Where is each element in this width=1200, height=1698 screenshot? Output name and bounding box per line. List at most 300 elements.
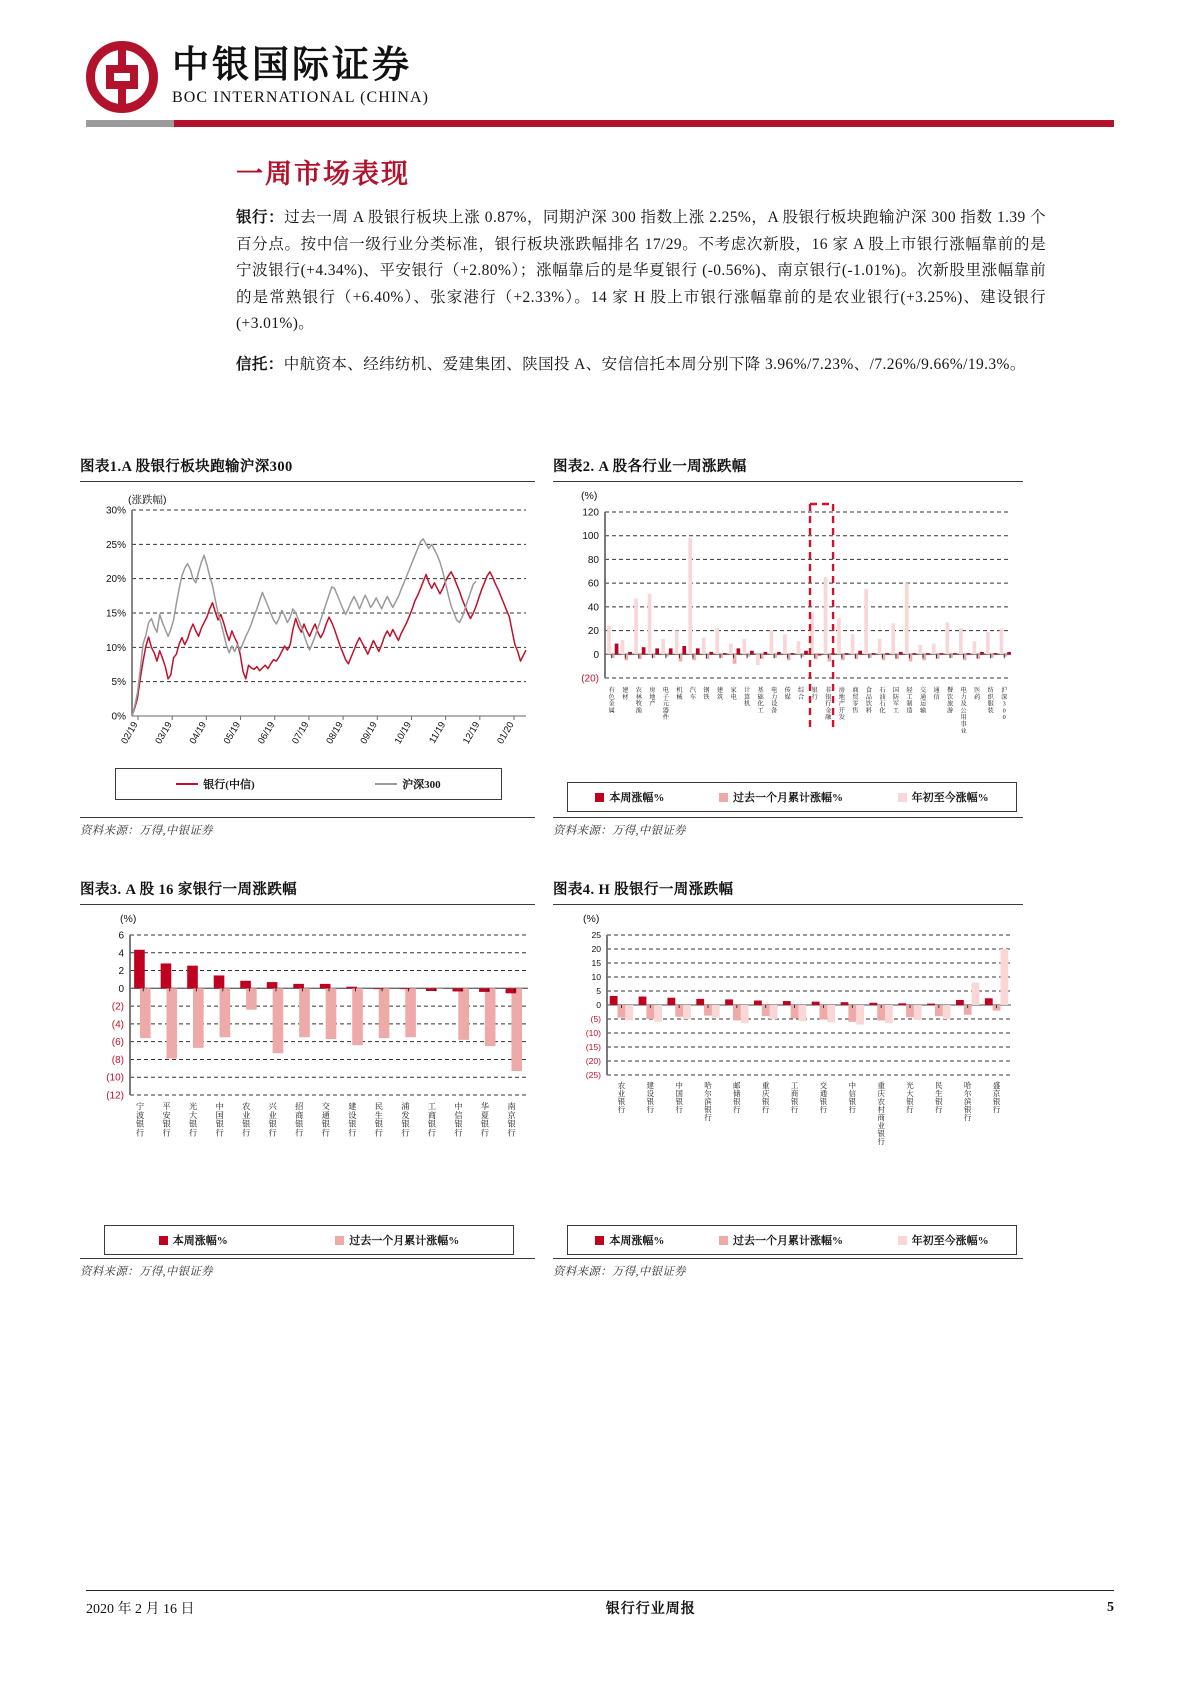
- svg-text:120: 120: [582, 507, 599, 519]
- svg-text:行: 行: [348, 1128, 357, 1138]
- exhibit-1-title: 图表1.A 股银行板块跑输沪深300: [80, 459, 293, 475]
- svg-text:地: 地: [838, 693, 845, 701]
- exhibit-2: [553, 455, 1023, 838]
- svg-text:滨: 滨: [964, 1097, 972, 1106]
- svg-text:装: 装: [987, 707, 994, 715]
- svg-text:医: 医: [974, 687, 981, 694]
- svg-text:工: 工: [757, 707, 764, 715]
- svg-text:电: 电: [662, 687, 669, 694]
- svg-text:品: 品: [865, 693, 872, 701]
- svg-text:电: 电: [771, 687, 778, 694]
- chart4-legend: [567, 1225, 1017, 1255]
- svg-text:通: 通: [919, 693, 927, 701]
- svg-text:输: 输: [919, 707, 927, 715]
- page-footer: [86, 1598, 1114, 1618]
- svg-text:元: 元: [662, 700, 669, 708]
- svg-text:05/19: 05/19: [221, 720, 244, 747]
- svg-text:5%: 5%: [111, 677, 126, 689]
- svg-text:器: 器: [662, 707, 669, 715]
- svg-text:行: 行: [480, 1128, 490, 1138]
- exhibit-3-chart: [80, 905, 535, 1253]
- svg-text:波: 波: [135, 1110, 145, 1120]
- svg-text:银: 银: [992, 1097, 1001, 1106]
- exhibit-2-chart: [553, 482, 1023, 812]
- footer-date: 2020 年 2 月 16 日: [86, 1602, 195, 1617]
- exhibit-3: [80, 878, 535, 1279]
- svg-text:邮: 邮: [733, 1081, 741, 1090]
- chart4-legend-item-1: [719, 1232, 843, 1248]
- chart2-legend-label-2: 年初至今涨幅%: [911, 792, 989, 804]
- svg-text:旅: 旅: [947, 700, 954, 708]
- svg-text:发: 发: [838, 714, 845, 722]
- svg-text:20: 20: [591, 944, 601, 954]
- svg-text:银: 银: [704, 1105, 712, 1114]
- chart2-legend-item-1: [719, 789, 843, 805]
- svg-text:重: 重: [762, 1081, 770, 1090]
- paragraph-bank-label: 银行：: [236, 209, 285, 226]
- svg-text:用: 用: [960, 714, 967, 722]
- chart1-legend-label-0: 银行(中信): [203, 779, 255, 791]
- svg-text:建: 建: [348, 1102, 357, 1111]
- svg-text:20%: 20%: [105, 574, 126, 586]
- svg-text:行: 行: [454, 1128, 463, 1138]
- svg-text:银: 银: [825, 693, 832, 701]
- svg-text:设: 设: [646, 1089, 654, 1098]
- svg-text:15: 15: [591, 958, 601, 968]
- svg-text:60: 60: [587, 578, 599, 590]
- body-content: [236, 205, 1046, 392]
- svg-text:行: 行: [135, 1128, 145, 1138]
- svg-text:备: 备: [771, 707, 778, 715]
- svg-text:设: 设: [771, 700, 778, 708]
- svg-text:轻: 轻: [906, 687, 913, 694]
- svg-text:工: 工: [892, 707, 900, 715]
- svg-text:开: 开: [838, 707, 845, 715]
- svg-text:媒: 媒: [784, 693, 791, 701]
- svg-text:07/19: 07/19: [290, 720, 312, 747]
- svg-text:信: 信: [454, 1110, 463, 1120]
- svg-text:产: 产: [838, 700, 845, 708]
- svg-text:04/19: 04/19: [187, 720, 209, 747]
- svg-text:工: 工: [906, 693, 913, 701]
- svg-text:行: 行: [617, 1105, 626, 1114]
- svg-text:平: 平: [162, 1102, 171, 1111]
- exhibit-1-source: 资料来源：万得,中银证券: [80, 817, 535, 838]
- svg-text:(2): (2): [111, 1001, 124, 1013]
- svg-text:制: 制: [906, 700, 913, 708]
- svg-text:零: 零: [852, 700, 859, 708]
- svg-text:0: 0: [1002, 714, 1006, 722]
- svg-text:0: 0: [118, 983, 124, 995]
- svg-text:商: 商: [852, 687, 859, 694]
- svg-text:0: 0: [1002, 707, 1006, 715]
- svg-text:盛: 盛: [992, 1081, 1001, 1090]
- svg-text:80: 80: [587, 554, 599, 566]
- svg-text:建: 建: [716, 687, 724, 694]
- chart1-legend: [115, 768, 502, 800]
- svg-text:力: 力: [960, 693, 967, 701]
- svg-text:滨: 滨: [704, 1097, 712, 1106]
- svg-text:牧: 牧: [635, 700, 642, 708]
- svg-text:筑: 筑: [716, 693, 724, 701]
- svg-text:3: 3: [1002, 700, 1006, 708]
- svg-text:交: 交: [321, 1102, 330, 1111]
- svg-text:银: 银: [762, 1097, 770, 1106]
- svg-text:造: 造: [906, 707, 913, 715]
- footer-doc-title: 银行行业周报: [605, 1602, 696, 1617]
- svg-text:纺: 纺: [987, 687, 994, 694]
- svg-text:业: 业: [617, 1089, 626, 1098]
- section-title: 一周市场表现: [236, 159, 410, 189]
- paragraph-bank-text: 过去一周 A 股银行板块上涨 0.87%，同期沪深 300 指数上涨 2.25%，A 股银行板块跑输沪深 300 指数 1.39 个百分点。按中信一级行业分类标准，银行板块涨跌幅排名 17/29。不考虑次新股，16 家 A 股上市银行涨幅靠前的是宁波银行(+4.34%)、平安银行（+2.80%）；涨幅靠后的是华夏银行 (-0.56%)、南京银行(-1.01%)。次新股里涨幅靠前的是常熟银行（+6.40%）、张家港行（+2.33%）。14 家 H 股上市银行涨幅靠前的是农业银行(+3.25%)、建设银行(+3.01%)。: [236, 209, 1047, 332]
- svg-text:银: 银: [268, 1119, 277, 1129]
- svg-text:行: 行: [675, 1105, 683, 1114]
- svg-text:0: 0: [596, 1000, 601, 1010]
- svg-text:饮: 饮: [947, 693, 954, 701]
- svg-text:村: 村: [877, 1105, 885, 1114]
- svg-text:(20): (20): [581, 673, 599, 685]
- svg-text:储: 储: [733, 1089, 741, 1098]
- svg-text:非: 非: [825, 687, 832, 694]
- exhibit-4: [553, 878, 1023, 1279]
- svg-text:料: 料: [865, 707, 872, 715]
- svg-text:0: 0: [593, 649, 599, 661]
- svg-text:有: 有: [608, 687, 615, 694]
- svg-text:防: 防: [892, 693, 900, 701]
- svg-text:车: 车: [689, 693, 697, 701]
- svg-text:银: 银: [733, 1097, 741, 1106]
- footer-page-number: 5: [1107, 1600, 1114, 1615]
- svg-text:餐: 餐: [947, 687, 954, 694]
- exhibit-2-source: 资料来源：万得,中银证券: [553, 817, 1023, 838]
- svg-text:02/19: 02/19: [119, 720, 141, 747]
- svg-text:行: 行: [268, 1128, 277, 1138]
- svg-text:国: 国: [215, 1110, 224, 1120]
- svg-text:银: 银: [135, 1119, 145, 1129]
- svg-text:行: 行: [935, 1105, 943, 1114]
- svg-text:深: 深: [1001, 693, 1008, 701]
- svg-text:发: 发: [401, 1110, 410, 1120]
- svg-text:计: 计: [744, 687, 751, 694]
- svg-text:材: 材: [622, 693, 629, 701]
- svg-text:银: 银: [877, 1129, 885, 1138]
- svg-text:30%: 30%: [105, 505, 126, 517]
- svg-text:行: 行: [189, 1128, 198, 1138]
- chart3-legend-item-1: [335, 1232, 459, 1248]
- svg-text:渔: 渔: [635, 707, 642, 715]
- svg-text:信: 信: [933, 693, 940, 701]
- svg-text:业: 业: [268, 1110, 277, 1120]
- svg-text:游: 游: [947, 707, 954, 715]
- svg-text:银: 银: [675, 1097, 683, 1106]
- svg-text:庆: 庆: [877, 1089, 885, 1098]
- exhibit-4-title: 图表4. H 股银行一周涨跌幅: [553, 882, 734, 898]
- chart4-legend-label-1: 过去一个月累计涨幅%: [732, 1235, 843, 1247]
- svg-text:行: 行: [215, 1128, 224, 1138]
- svg-text:军: 军: [892, 700, 900, 708]
- svg-text:饮: 饮: [865, 700, 872, 708]
- exhibit-1-chart: [80, 482, 535, 812]
- svg-text:银: 银: [401, 1119, 410, 1129]
- chart1-legend-item-0: [176, 776, 254, 792]
- svg-text:基: 基: [757, 687, 764, 694]
- svg-text:5: 5: [596, 986, 601, 996]
- svg-text:南: 南: [507, 1102, 516, 1111]
- chart2-legend-label-1: 过去一个月累计涨幅%: [732, 792, 843, 804]
- svg-text:行: 行: [646, 1105, 654, 1114]
- svg-text:传: 传: [784, 687, 791, 694]
- svg-text:中: 中: [454, 1102, 463, 1111]
- svg-text:贸: 贸: [852, 693, 859, 701]
- svg-text:业: 业: [242, 1110, 251, 1120]
- svg-text:房: 房: [838, 687, 845, 694]
- svg-text:件: 件: [662, 714, 669, 722]
- svg-text:银: 银: [348, 1119, 357, 1129]
- svg-text:银: 银: [935, 1097, 943, 1106]
- svg-text:行: 行: [877, 1137, 885, 1146]
- brand-name-en: BOC INTERNATIONAL (CHINA): [172, 89, 430, 107]
- svg-text:行: 行: [811, 693, 818, 701]
- svg-text:12/19: 12/19: [460, 720, 483, 747]
- svg-text:农: 农: [635, 687, 642, 694]
- chart4-legend-item-2: [898, 1232, 989, 1248]
- svg-text:银: 银: [454, 1119, 463, 1129]
- svg-text:家: 家: [730, 687, 737, 694]
- svg-text:(12): (12): [106, 1090, 124, 1102]
- svg-text:银: 银: [819, 1097, 828, 1106]
- chart2-unit-label: (%): [581, 490, 598, 502]
- svg-text:通: 通: [933, 687, 940, 694]
- svg-text:6: 6: [118, 930, 124, 942]
- exhibit-4-source: 资料来源：万得,中银证券: [553, 1258, 1023, 1279]
- svg-text:合: 合: [798, 693, 805, 701]
- paragraph-bank: [236, 205, 1046, 338]
- footer-rule: [86, 1590, 1114, 1591]
- svg-text:农: 农: [242, 1102, 251, 1111]
- svg-text:银: 银: [617, 1097, 626, 1106]
- svg-text:行: 行: [762, 1105, 770, 1114]
- svg-text:民: 民: [374, 1102, 383, 1111]
- svg-text:农: 农: [617, 1081, 626, 1090]
- svg-text:大: 大: [906, 1089, 914, 1098]
- svg-text:行: 行: [790, 1105, 799, 1114]
- chart2-legend: [567, 782, 1017, 812]
- svg-text:石: 石: [879, 700, 886, 708]
- svg-text:行: 行: [374, 1128, 383, 1138]
- svg-text:业: 业: [877, 1121, 885, 1130]
- paragraph-trust: [236, 352, 1046, 379]
- svg-text:银: 银: [790, 1097, 799, 1106]
- chart4-legend-label-0: 本周涨幅%: [609, 1235, 665, 1247]
- chart3-unit-label: (%): [120, 913, 137, 925]
- svg-text:行: 行: [507, 1128, 516, 1138]
- svg-text:行: 行: [819, 1105, 828, 1114]
- svg-text:电: 电: [960, 687, 967, 694]
- svg-text:4: 4: [118, 948, 124, 960]
- svg-text:京: 京: [507, 1110, 516, 1120]
- svg-text:2: 2: [118, 966, 124, 978]
- svg-text:机: 机: [744, 700, 751, 708]
- svg-text:行: 行: [992, 1105, 1001, 1114]
- svg-text:电: 电: [730, 693, 737, 701]
- svg-text:石: 石: [879, 687, 886, 694]
- svg-text:银: 银: [480, 1119, 490, 1129]
- brand-name-cn: 中银国际证券: [172, 44, 412, 86]
- svg-text:房: 房: [649, 687, 656, 694]
- svg-text:银: 银: [507, 1119, 516, 1129]
- svg-text:售: 售: [852, 707, 859, 715]
- svg-text:产: 产: [649, 700, 656, 708]
- svg-text:哈: 哈: [964, 1081, 972, 1090]
- svg-text:工: 工: [790, 1081, 799, 1090]
- chart3-legend: [104, 1225, 514, 1255]
- svg-text:40: 40: [587, 602, 599, 614]
- svg-text:银: 银: [848, 1097, 856, 1106]
- exhibit-1: [80, 455, 535, 838]
- svg-text:(20): (20): [585, 1056, 601, 1066]
- svg-text:生: 生: [935, 1089, 943, 1098]
- svg-text:光: 光: [189, 1102, 198, 1111]
- svg-text:100: 100: [582, 531, 599, 543]
- svg-text:械: 械: [676, 693, 683, 701]
- svg-text:民: 民: [935, 1081, 943, 1090]
- svg-text:机: 机: [676, 687, 683, 694]
- svg-text:(10): (10): [585, 1028, 601, 1038]
- svg-text:10: 10: [591, 972, 601, 982]
- svg-text:林: 林: [635, 693, 642, 701]
- svg-text:行: 行: [825, 700, 832, 708]
- svg-text:建: 建: [646, 1081, 654, 1090]
- svg-text:0%: 0%: [111, 711, 126, 723]
- svg-text:银: 银: [964, 1105, 972, 1114]
- svg-text:行: 行: [964, 1113, 972, 1122]
- svg-text:银: 银: [295, 1119, 304, 1129]
- svg-text:商: 商: [427, 1110, 437, 1120]
- svg-text:15%: 15%: [105, 608, 126, 620]
- svg-text:铁: 铁: [703, 693, 710, 701]
- svg-text:银: 银: [321, 1119, 330, 1129]
- svg-text:安: 安: [162, 1110, 171, 1120]
- chart2-legend-item-2: [898, 789, 989, 805]
- header-rule: [86, 120, 1114, 127]
- svg-text:京: 京: [992, 1089, 1001, 1098]
- svg-text:兴: 兴: [268, 1102, 277, 1111]
- svg-text:11/19: 11/19: [427, 720, 449, 746]
- svg-text:交: 交: [919, 687, 927, 694]
- svg-text:银: 银: [427, 1119, 437, 1129]
- svg-text:生: 生: [374, 1110, 383, 1120]
- svg-text:20: 20: [587, 626, 599, 638]
- svg-text:运: 运: [919, 700, 927, 708]
- svg-text:宁: 宁: [135, 1102, 145, 1111]
- svg-text:(15): (15): [585, 1042, 601, 1052]
- svg-text:浦: 浦: [401, 1102, 410, 1111]
- svg-text:10%: 10%: [105, 642, 126, 654]
- svg-text:建: 建: [622, 687, 629, 694]
- svg-text:25%: 25%: [105, 539, 126, 551]
- svg-text:光: 光: [906, 1081, 914, 1090]
- exhibit-4-chart: [553, 905, 1023, 1253]
- svg-text:础: 础: [757, 693, 764, 701]
- svg-text:药: 药: [974, 693, 981, 701]
- exhibit-3-source: 资料来源：万得,中银证券: [80, 1258, 535, 1279]
- svg-text:(4): (4): [111, 1019, 124, 1031]
- svg-text:行: 行: [733, 1105, 741, 1114]
- svg-text:银: 银: [215, 1119, 224, 1129]
- svg-text:银: 银: [189, 1119, 198, 1129]
- svg-text:行: 行: [295, 1128, 304, 1138]
- svg-text:09/19: 09/19: [358, 720, 380, 747]
- svg-text:大: 大: [189, 1110, 198, 1120]
- svg-text:(10): (10): [106, 1072, 124, 1084]
- exhibit-3-title: 图表3. A 股 16 家银行一周涨跌幅: [80, 882, 298, 898]
- svg-text:服: 服: [987, 700, 994, 708]
- svg-text:属: 属: [608, 707, 615, 715]
- svg-text:哈: 哈: [704, 1081, 712, 1090]
- brand-logo: [86, 36, 1114, 118]
- chart2-legend-item-0: [595, 789, 664, 805]
- svg-text:(5): (5): [590, 1014, 601, 1024]
- svg-text:行: 行: [242, 1128, 251, 1138]
- svg-text:国: 国: [892, 687, 900, 694]
- svg-text:公: 公: [960, 707, 967, 715]
- svg-text:化: 化: [879, 707, 886, 715]
- svg-text:行: 行: [401, 1128, 410, 1138]
- svg-text:06/19: 06/19: [255, 720, 278, 747]
- svg-text:地: 地: [649, 693, 656, 701]
- chart3-legend-item-0: [159, 1232, 228, 1248]
- svg-text:色: 色: [608, 693, 615, 701]
- chart3-legend-label-1: 过去一个月累计涨幅%: [349, 1235, 460, 1247]
- svg-text:商: 商: [295, 1110, 304, 1120]
- svg-text:钢: 钢: [703, 687, 710, 694]
- chart1-legend-label-1: 沪深300: [402, 779, 441, 791]
- svg-text:汽: 汽: [689, 687, 697, 694]
- svg-text:国: 国: [675, 1089, 683, 1098]
- svg-text:行: 行: [848, 1105, 856, 1114]
- svg-text:03/19: 03/19: [153, 720, 175, 747]
- svg-text:综: 综: [798, 687, 805, 694]
- svg-text:中: 中: [848, 1081, 856, 1090]
- svg-text:重: 重: [877, 1081, 885, 1090]
- svg-text:尔: 尔: [704, 1089, 712, 1098]
- svg-text:融: 融: [825, 714, 832, 722]
- svg-text:行: 行: [162, 1128, 171, 1138]
- svg-text:华: 华: [480, 1102, 490, 1111]
- svg-text:银: 银: [811, 687, 818, 694]
- svg-text:设: 设: [348, 1110, 357, 1120]
- svg-text:10/19: 10/19: [392, 720, 415, 747]
- svg-text:沪: 沪: [1001, 687, 1008, 694]
- svg-text:夏: 夏: [480, 1110, 490, 1120]
- svg-text:化: 化: [757, 700, 764, 708]
- svg-text:尔: 尔: [964, 1089, 972, 1098]
- svg-text:招: 招: [295, 1102, 304, 1111]
- svg-text:08/19: 08/19: [324, 720, 346, 747]
- chart2-legend-label-0: 本周涨幅%: [609, 792, 665, 804]
- svg-text:(6): (6): [111, 1037, 124, 1049]
- svg-text:金: 金: [825, 707, 832, 715]
- svg-text:行: 行: [906, 1105, 914, 1114]
- svg-text:子: 子: [662, 693, 669, 701]
- chart4-unit-label: (%): [583, 913, 600, 925]
- svg-text:行: 行: [427, 1128, 437, 1138]
- svg-text:金: 金: [608, 700, 615, 708]
- svg-text:银: 银: [242, 1119, 251, 1129]
- svg-text:信: 信: [848, 1089, 856, 1098]
- svg-text:交: 交: [819, 1081, 828, 1090]
- svg-text:通: 通: [819, 1089, 828, 1098]
